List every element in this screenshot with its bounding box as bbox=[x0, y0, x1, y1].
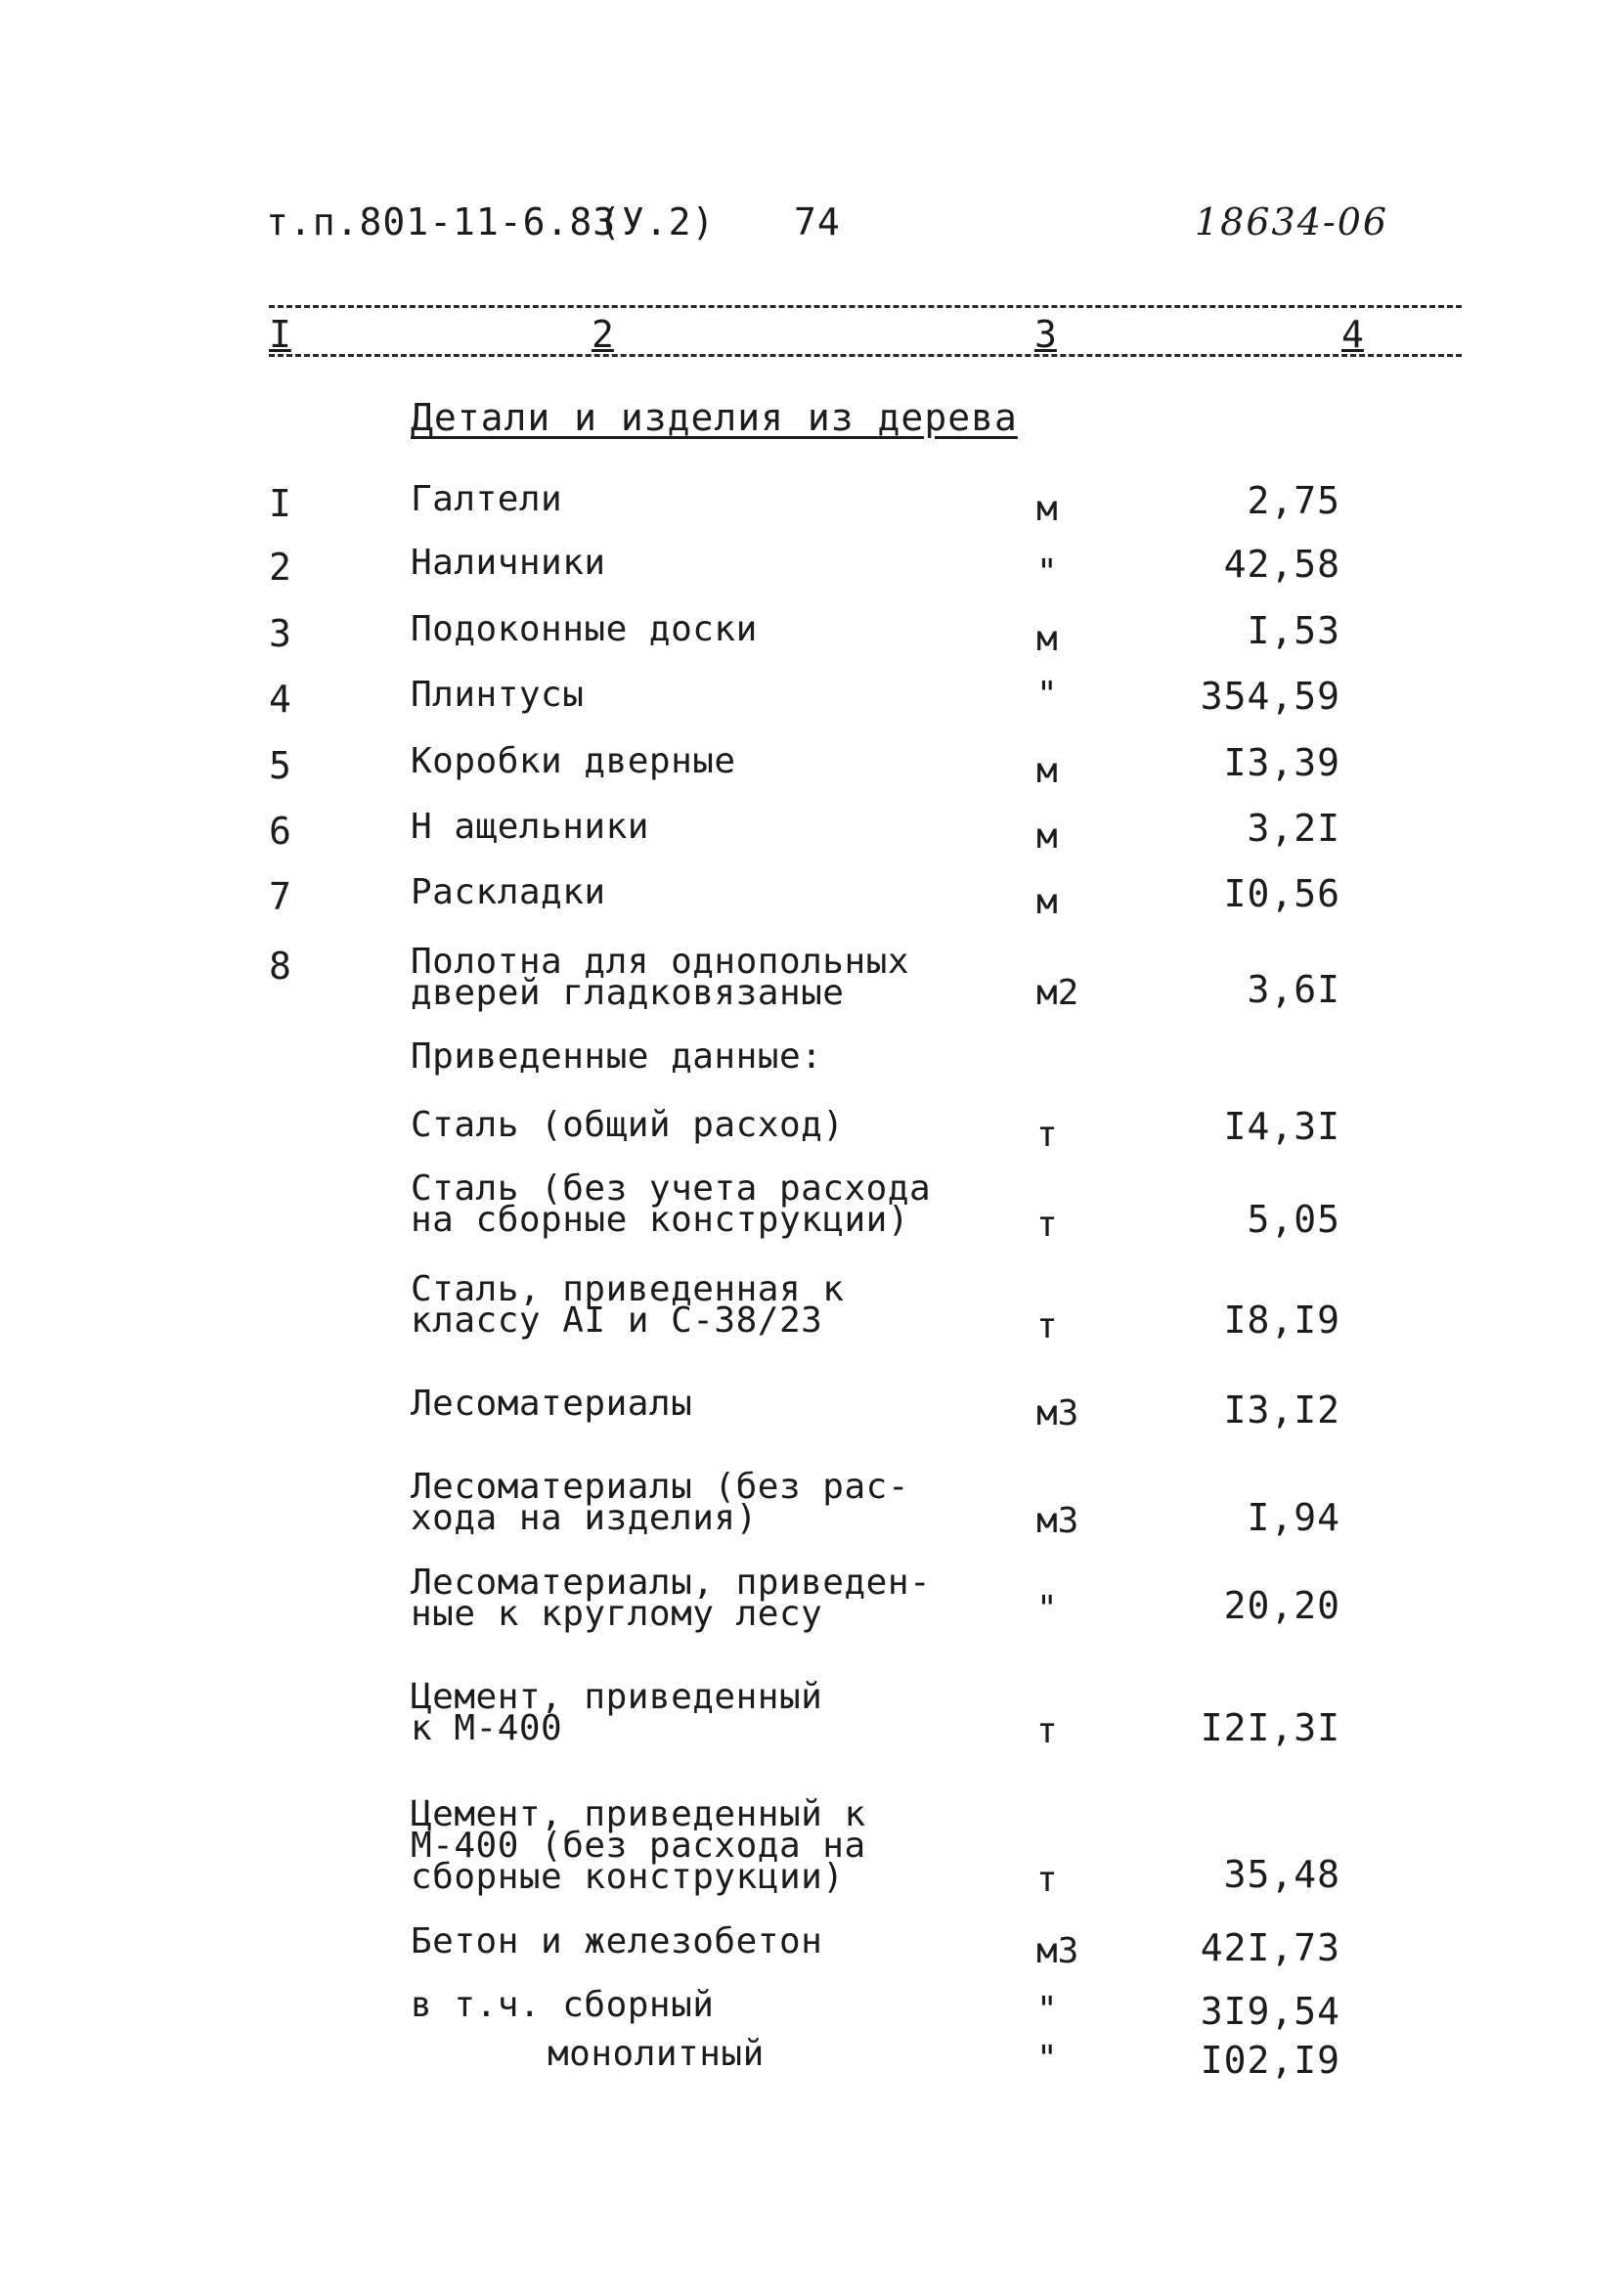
row-name bbox=[411, 675, 585, 715]
row-unit: т bbox=[1036, 1205, 1058, 1245]
page-number: 74 bbox=[794, 200, 841, 243]
row-number: 4 bbox=[269, 678, 291, 721]
row-name-line: в т.ч. сборный bbox=[411, 1985, 715, 2025]
row-name bbox=[411, 1168, 932, 1240]
row-number: 3 bbox=[269, 612, 291, 655]
row-value: I,53 bbox=[1247, 609, 1340, 652]
row-number: 2 bbox=[269, 546, 291, 589]
row-unit: м bbox=[1036, 816, 1058, 857]
row-value: I0,56 bbox=[1223, 872, 1340, 915]
row-name-line: Приведенные данные: bbox=[411, 1036, 823, 1077]
row-name-line: М-400 (без расхода на bbox=[411, 1826, 866, 1866]
row-value: 20,20 bbox=[1223, 1584, 1340, 1627]
row-value: 35,48 bbox=[1223, 1853, 1340, 1896]
row-name-line: хода на изделия) bbox=[411, 1498, 758, 1538]
row-name bbox=[411, 479, 563, 519]
row-value: 42,58 bbox=[1223, 543, 1340, 586]
row-unit: " bbox=[1036, 1589, 1058, 1629]
row-name bbox=[411, 1677, 823, 1748]
row-name-line: Подоконные доски bbox=[411, 609, 758, 649]
row-value: 5,05 bbox=[1247, 1198, 1340, 1241]
column-number-4: 4 bbox=[1341, 313, 1364, 356]
row-name-line: Лесоматериалы (без рас- bbox=[411, 1467, 909, 1507]
row-name-line: Наличники bbox=[411, 543, 606, 583]
row-value: I3,39 bbox=[1223, 741, 1340, 784]
column-number-1: I bbox=[269, 313, 291, 356]
row-name bbox=[411, 1269, 845, 1341]
row-unit: м bbox=[1036, 882, 1058, 922]
row-name bbox=[411, 872, 606, 912]
row-unit: м bbox=[1036, 489, 1058, 529]
row-name bbox=[411, 942, 909, 1013]
row-unit: м bbox=[1036, 619, 1058, 659]
row-name bbox=[548, 2034, 765, 2074]
row-unit: м3 bbox=[1036, 1931, 1079, 1971]
row-name bbox=[411, 1467, 909, 1538]
row-value: 3,2I bbox=[1247, 807, 1340, 850]
row-unit: м3 bbox=[1036, 1393, 1079, 1433]
row-name-line: Лесоматериалы, приведен- bbox=[411, 1563, 932, 1603]
row-name-line: Бетон и железобетон bbox=[411, 1921, 823, 1961]
header-rule-top bbox=[269, 305, 1462, 308]
row-name-line: Цемент, приведенный к bbox=[411, 1794, 866, 1834]
row-value: I2I,3I bbox=[1200, 1706, 1340, 1749]
header-rule-bottom bbox=[269, 354, 1462, 357]
row-name-line: классу АI и С-38/23 bbox=[411, 1300, 823, 1341]
row-name-line: ные к круглому лесу bbox=[411, 1594, 823, 1634]
row-number: 6 bbox=[269, 810, 291, 853]
row-name bbox=[411, 1105, 845, 1145]
row-name bbox=[411, 543, 606, 583]
row-name-line: Сталь (без учета расхода bbox=[411, 1168, 932, 1209]
row-value: 3,6I bbox=[1247, 968, 1340, 1011]
row-name bbox=[411, 1985, 715, 2025]
row-unit: т bbox=[1036, 1860, 1058, 1900]
row-unit: " bbox=[1036, 1990, 1058, 2030]
column-number-3: 3 bbox=[1034, 313, 1057, 356]
row-value: I3,I2 bbox=[1223, 1388, 1340, 1432]
row-value: 2,75 bbox=[1247, 479, 1340, 522]
row-name-line: Сталь (общий расход) bbox=[411, 1105, 845, 1145]
row-name-line: Галтели bbox=[411, 479, 563, 519]
inventory-number: 18634-06 bbox=[1195, 200, 1389, 243]
row-name bbox=[411, 609, 758, 649]
row-unit: т bbox=[1036, 1115, 1058, 1155]
volume-label: (У.2) bbox=[598, 200, 716, 243]
row-value: I,94 bbox=[1247, 1496, 1340, 1539]
row-name-line: монолитный bbox=[548, 2034, 765, 2074]
row-unit: м3 bbox=[1036, 1501, 1079, 1541]
row-unit: м bbox=[1036, 751, 1058, 791]
row-number: 7 bbox=[269, 875, 291, 918]
row-unit: т bbox=[1036, 1306, 1058, 1346]
row-name bbox=[411, 1036, 823, 1077]
row-unit: " bbox=[1036, 2039, 1058, 2079]
row-name bbox=[411, 807, 649, 847]
row-name bbox=[411, 1563, 932, 1634]
row-name-line: Полотна для однопольных bbox=[411, 942, 909, 982]
row-name-line: к М-400 bbox=[411, 1708, 563, 1748]
row-value: 3I9,54 bbox=[1200, 1990, 1340, 2033]
row-value: 354,59 bbox=[1200, 675, 1340, 718]
row-name-line: на сборные конструкции) bbox=[411, 1200, 909, 1240]
row-value: 42I,73 bbox=[1200, 1926, 1340, 1969]
row-name-line: сборные конструкции) bbox=[411, 1857, 845, 1897]
row-name-line: Раскладки bbox=[411, 872, 606, 912]
row-unit: " bbox=[1036, 552, 1058, 593]
column-number-2: 2 bbox=[592, 313, 614, 356]
row-unit: " bbox=[1036, 675, 1058, 715]
row-name-line: Лесоматериалы bbox=[411, 1384, 693, 1424]
row-name bbox=[411, 1384, 693, 1424]
row-unit: м2 bbox=[1036, 973, 1079, 1013]
row-value: I8,I9 bbox=[1223, 1299, 1340, 1342]
row-unit: т bbox=[1036, 1711, 1058, 1751]
row-name-line: Н ащельники bbox=[411, 807, 649, 847]
row-number: 5 bbox=[269, 744, 291, 787]
row-value: I4,3I bbox=[1223, 1105, 1340, 1148]
row-name-line: Коробки дверные bbox=[411, 741, 736, 781]
row-name-line: Плинтусы bbox=[411, 675, 585, 715]
row-number: I bbox=[269, 482, 291, 525]
section-title: Детали и изделия из дерева bbox=[411, 396, 1018, 439]
row-name-line: Сталь, приведенная к bbox=[411, 1269, 845, 1309]
doc-code: т.п.801-11-6.83 bbox=[266, 200, 617, 243]
row-name-line: Цемент, приведенный bbox=[411, 1677, 823, 1717]
row-name bbox=[411, 1794, 866, 1897]
row-name bbox=[411, 1921, 823, 1961]
row-number: 8 bbox=[269, 945, 291, 988]
row-name-line: дверей гладковязаные bbox=[411, 973, 845, 1013]
row-name bbox=[411, 741, 736, 781]
row-value: I02,I9 bbox=[1200, 2039, 1340, 2082]
